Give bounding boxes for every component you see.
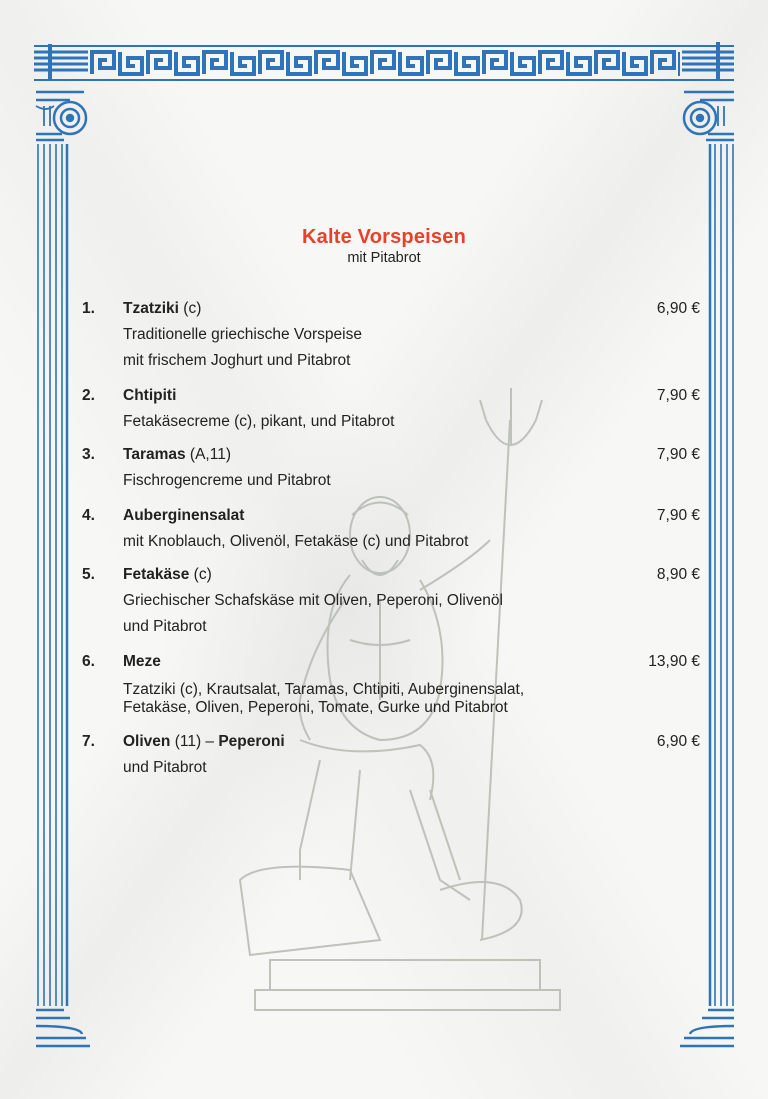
right-cross-ornament <box>682 42 734 80</box>
item-name-line <box>123 507 244 525</box>
right-column-base <box>680 1010 734 1046</box>
item-description: Fetakäse, Oliven, Peperoni, Tomate, Gurke und Pitabrot <box>123 699 508 716</box>
item-number: 2. <box>82 387 95 404</box>
item-description: mit frischem Joghurt und Pitabrot <box>123 352 351 369</box>
left-column-capital <box>36 92 86 140</box>
item-price: 7,90 € <box>656 446 700 463</box>
item-name: Fetakäse <box>123 566 190 583</box>
item-description: und Pitabrot <box>123 618 207 635</box>
item-price: 6,90 € <box>656 300 700 317</box>
item-number: 5. <box>82 566 95 583</box>
item-name: Meze <box>123 653 161 670</box>
item-note: (c) <box>189 566 212 583</box>
item-note: (11) – <box>170 733 219 750</box>
item-number: 6. <box>82 653 95 670</box>
item-price: 13,90 € <box>648 653 700 670</box>
section-subtitle: mit Pitabrot <box>347 250 421 266</box>
item-description: und Pitabrot <box>123 759 207 776</box>
item-note: (A,11) <box>185 446 231 463</box>
item-description: mit Knoblauch, Olivenöl, Fetakäse (c) und Pitabrot <box>123 533 469 550</box>
item-name: Oliven <box>123 733 171 750</box>
meander-band <box>90 48 680 78</box>
item-name: Taramas <box>123 446 186 463</box>
item-name-line <box>123 733 285 751</box>
item-name-line <box>123 653 161 671</box>
item-price: 8,90 € <box>656 566 700 583</box>
left-column-base <box>36 1010 90 1046</box>
item-description: Griechischer Schafskäse mit Oliven, Peperoni, Olivenöl <box>123 592 503 609</box>
left-cross-ornament <box>34 44 88 80</box>
item-name: Tzatziki <box>123 300 179 317</box>
item-number: 3. <box>82 446 95 463</box>
menu-header <box>0 226 768 266</box>
item-note: (c) <box>178 300 202 317</box>
item-description: Tzatziki (c), Krautsalat, Taramas, Chtipiti, Auberginensalat, <box>123 681 525 698</box>
item-description: Traditionelle griechische Vorspeise <box>123 326 362 343</box>
item-name: Chtipiti <box>123 387 177 404</box>
item-price: 7,90 € <box>656 387 700 404</box>
item-number: 7. <box>82 733 95 750</box>
section-title: Kalte Vorspeisen <box>301 226 466 248</box>
item-name-secondary: Peperoni <box>218 733 285 750</box>
item-name-line <box>123 446 231 464</box>
item-description: Fetakäsecreme (c), pikant, und Pitabrot <box>123 413 395 430</box>
item-number: 1. <box>82 300 95 317</box>
item-name-line <box>123 387 176 405</box>
left-column-shaft <box>38 144 67 1006</box>
item-name-line <box>123 566 212 584</box>
item-description: Fischrogencreme und Pitabrot <box>123 472 331 489</box>
item-name: Auberginensalat <box>123 507 245 524</box>
item-price: 6,90 € <box>656 733 700 750</box>
item-number: 4. <box>82 507 95 524</box>
right-column-capital <box>684 92 734 140</box>
right-column-shaft <box>710 144 733 1006</box>
item-name-line <box>123 300 201 318</box>
item-price: 7,90 € <box>656 507 700 524</box>
